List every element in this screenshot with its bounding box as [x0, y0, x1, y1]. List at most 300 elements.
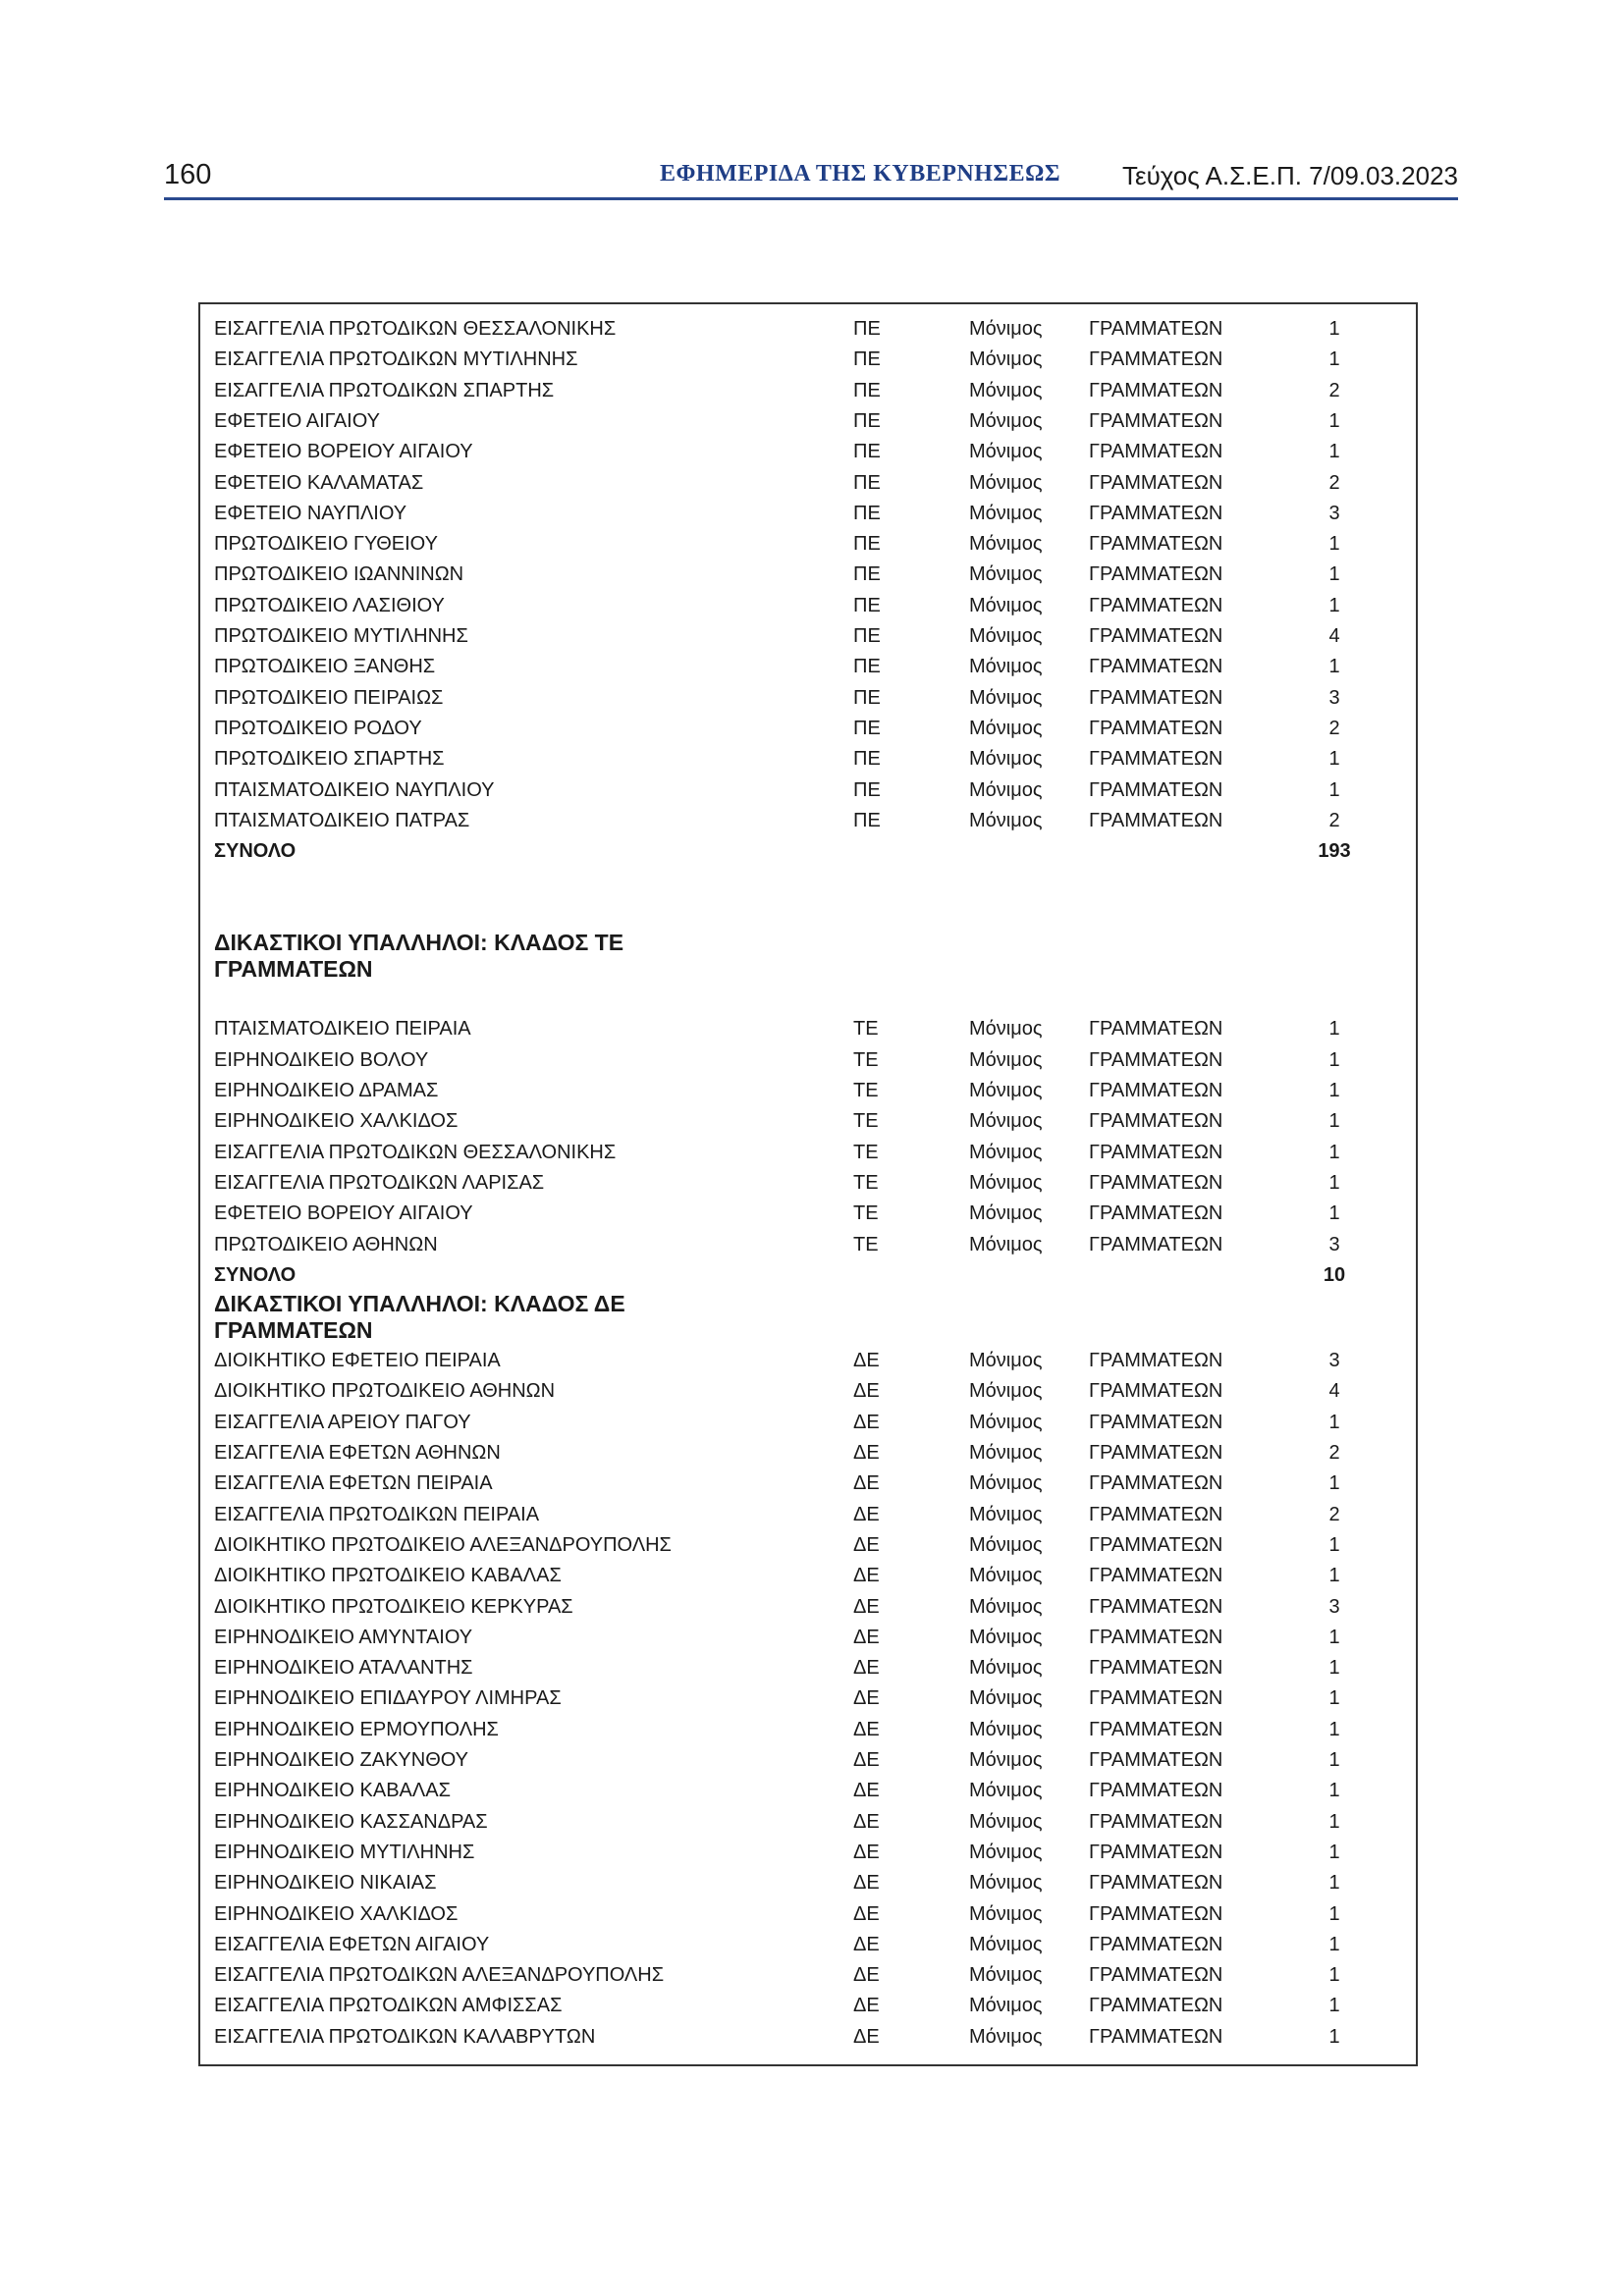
employment-type: Μόνιμος: [969, 1995, 1043, 2017]
category-cell: ΔΕ: [853, 1350, 880, 1372]
branch-cell: ΓΡΑΜΜΑΤΕΩΝ: [1089, 2025, 1223, 2048]
positions-count: 1: [1328, 1202, 1340, 1225]
table-row: [200, 1168, 1416, 1199]
positions-table: [198, 302, 1418, 2066]
table-row: [200, 1230, 1416, 1260]
total-count: 10: [1323, 1263, 1346, 1286]
category-cell: ΔΕ: [853, 1533, 880, 1556]
branch-cell: ΓΡΑΜΜΑΤΕΩΝ: [1089, 594, 1223, 616]
table-row: [200, 529, 1416, 560]
category-cell: ΠΕ: [853, 471, 881, 494]
employment-type: Μόνιμος: [969, 2025, 1043, 2048]
employment-type: Μόνιμος: [969, 1964, 1043, 1987]
table-row: [200, 499, 1416, 529]
positions-count: 1: [1328, 1565, 1340, 1587]
positions-count: 1: [1328, 1080, 1340, 1101]
branch-cell: ΓΡΑΜΜΑΤΕΩΝ: [1089, 441, 1223, 463]
positions-count: 1: [1328, 1749, 1340, 1771]
category-cell: ΔΕ: [853, 1595, 880, 1618]
employment-type: Μόνιμος: [969, 1233, 1043, 1255]
employment-type: Μόνιμος: [969, 1141, 1043, 1163]
table-row: [200, 1076, 1416, 1106]
branch-cell: ΓΡΑΜΜΑΤΕΩΝ: [1089, 1202, 1223, 1225]
court-name: ΔΙΟΙΚΗΤΙΚΟ ΕΦΕΤΕΙΟ ΠΕΙΡΑΙΑ: [214, 1350, 501, 1372]
branch-cell: ΓΡΑΜΜΑΤΕΩΝ: [1089, 1048, 1223, 1071]
employment-type: Μόνιμος: [969, 1171, 1043, 1194]
category-cell: ΤΕ: [853, 1171, 879, 1194]
branch-cell: ΓΡΑΜΜΑΤΕΩΝ: [1089, 1110, 1223, 1133]
header-rule: [164, 197, 1458, 200]
employment-type: Μόνιμος: [969, 1503, 1043, 1525]
employment-type: Μόνιμος: [969, 1657, 1043, 1680]
category-cell: ΔΕ: [853, 1933, 880, 1955]
branch-cell: ΓΡΑΜΜΑΤΕΩΝ: [1089, 348, 1223, 371]
positions-count: 1: [1328, 1841, 1340, 1863]
employment-type: Μόνιμος: [969, 379, 1043, 401]
category-cell: ΠΕ: [853, 656, 881, 678]
category-cell: ΔΕ: [853, 1503, 880, 1525]
positions-count: 1: [1328, 1657, 1340, 1680]
employment-type: Μόνιμος: [969, 1018, 1043, 1041]
section-title: ΔΙΚΑΣΤΙΚΟΙ ΥΠΑΛΛΗΛΟΙ: ΚΛΑΔΟΣ ΤΕ ΓΡΑΜΜΑΤΕΩΝ: [214, 930, 624, 983]
table-row: [200, 345, 1416, 375]
branch-cell: ΓΡΑΜΜΑΤΕΩΝ: [1089, 1687, 1223, 1710]
employment-type: Μόνιμος: [969, 1749, 1043, 1771]
table-row: [200, 1653, 1416, 1683]
category-cell: ΔΕ: [853, 1657, 880, 1680]
employment-type: Μόνιμος: [969, 1442, 1043, 1464]
category-cell: ΤΕ: [853, 1202, 879, 1225]
branch-cell: ΓΡΑΜΜΑΤΕΩΝ: [1089, 1442, 1223, 1464]
employment-type: Μόνιμος: [969, 1533, 1043, 1556]
table-row: [200, 560, 1416, 590]
branch-cell: ΓΡΑΜΜΑΤΕΩΝ: [1089, 379, 1223, 401]
court-name: ΕΙΣΑΓΓΕΛΙΑ ΠΡΩΤΟΔΙΚΩΝ ΛΑΡΙΣΑΣ: [214, 1171, 545, 1194]
employment-type: Μόνιμος: [969, 1626, 1043, 1648]
table-row: [200, 1623, 1416, 1653]
positions-count: 1: [1328, 1995, 1340, 2017]
category-cell: ΠΕ: [853, 563, 881, 586]
court-name: ΕΙΡΗΝΟΔΙΚΕΙΟ ΕΠΙΔΑΥΡΟΥ ΛΙΜΗΡΑΣ: [214, 1687, 562, 1710]
employment-type: Μόνιμος: [969, 1933, 1043, 1955]
court-name: ΠΡΩΤΟΔΙΚΕΙΟ ΓΥΘΕΙΟΥ: [214, 533, 438, 556]
court-name: ΠΡΩΤΟΔΙΚΕΙΟ ΙΩΑΝΝΙΝΩΝ: [214, 563, 464, 586]
table-row: [200, 1745, 1416, 1776]
row-label: ΣΥΝΟΛΟ: [214, 1263, 297, 1286]
branch-cell: ΓΡΑΜΜΑΤΕΩΝ: [1089, 1565, 1223, 1587]
positions-count: 2: [1328, 717, 1340, 739]
employment-type: Μόνιμος: [969, 502, 1043, 524]
court-name: ΠΡΩΤΟΔΙΚΕΙΟ ΣΠΑΡΤΗΣ: [214, 748, 445, 771]
table-row: [200, 1807, 1416, 1838]
employment-type: Μόνιμος: [969, 533, 1043, 556]
positions-count: 1: [1328, 2025, 1340, 2048]
employment-type: Μόνιμος: [969, 625, 1043, 647]
court-name: ΕΙΡΗΝΟΔΙΚΕΙΟ ΚΑΣΣΑΝΔΡΑΣ: [214, 1810, 488, 1833]
court-name: ΕΦΕΤΕΙΟ ΒΟΡΕΙΟΥ ΑΙΓΑΙΟΥ: [214, 1202, 473, 1225]
table-row: [200, 1930, 1416, 1960]
positions-count: 4: [1328, 1380, 1340, 1403]
branch-cell: ΓΡΑΜΜΑΤΕΩΝ: [1089, 502, 1223, 524]
category-cell: ΔΕ: [853, 1411, 880, 1433]
category-cell: ΠΕ: [853, 686, 881, 709]
category-cell: ΔΕ: [853, 1841, 880, 1863]
positions-count: 3: [1328, 1233, 1340, 1255]
court-name: ΕΙΣΑΓΓΕΛΙΑ ΠΡΩΤΟΔΙΚΩΝ ΑΜΦΙΣΣΑΣ: [214, 1995, 563, 2017]
branch-cell: ΓΡΑΜΜΑΤΕΩΝ: [1089, 1780, 1223, 1802]
court-name: ΕΦΕΤΕΙΟ ΝΑΥΠΛΙΟΥ: [214, 502, 407, 524]
branch-cell: ΓΡΑΜΜΑΤΕΩΝ: [1089, 1080, 1223, 1101]
category-cell: ΔΕ: [853, 2025, 880, 2048]
table-row: [200, 1991, 1416, 2021]
category-cell: ΠΕ: [853, 717, 881, 739]
category-cell: ΔΕ: [853, 1565, 880, 1587]
court-name: ΕΦΕΤΕΙΟ ΒΟΡΕΙΟΥ ΑΙΓΑΙΟΥ: [214, 441, 473, 463]
branch-cell: ΓΡΑΜΜΑΤΕΩΝ: [1089, 1380, 1223, 1403]
employment-type: Μόνιμος: [969, 1902, 1043, 1925]
branch-cell: ΓΡΑΜΜΑΤΕΩΝ: [1089, 1350, 1223, 1372]
positions-count: 1: [1328, 1626, 1340, 1648]
table-row: [200, 714, 1416, 744]
branch-cell: ΓΡΑΜΜΑΤΕΩΝ: [1089, 1626, 1223, 1648]
employment-type: Μόνιμος: [969, 656, 1043, 678]
branch-cell: ΓΡΑΜΜΑΤΕΩΝ: [1089, 778, 1223, 801]
category-cell: ΠΕ: [853, 594, 881, 616]
positions-count: 1: [1328, 1718, 1340, 1740]
branch-cell: ΓΡΑΜΜΑΤΕΩΝ: [1089, 1749, 1223, 1771]
table-row: [200, 806, 1416, 836]
employment-type: Μόνιμος: [969, 318, 1043, 340]
court-name: ΕΙΣΑΓΓΕΛΙΑ ΠΡΩΤΟΔΙΚΩΝ ΘΕΣΣΑΛΟΝΙΚΗΣ: [214, 1141, 617, 1163]
court-name: ΕΙΡΗΝΟΔΙΚΕΙΟ ΑΜΥΝΤΑΙΟΥ: [214, 1626, 473, 1648]
court-name: ΕΙΡΗΝΟΔΙΚΕΙΟ ΧΑΛΚΙΔΟΣ: [214, 1902, 459, 1925]
branch-cell: ΓΡΑΜΜΑΤΕΩΝ: [1089, 1657, 1223, 1680]
employment-type: Μόνιμος: [969, 1350, 1043, 1372]
branch-cell: ΓΡΑΜΜΑΤΕΩΝ: [1089, 1718, 1223, 1740]
table-row: [200, 468, 1416, 499]
positions-count: 1: [1328, 563, 1340, 586]
court-name: ΕΙΡΗΝΟΔΙΚΕΙΟ ΜΥΤΙΛΗΝΗΣ: [214, 1841, 475, 1863]
table-row: [200, 1376, 1416, 1407]
employment-type: Μόνιμος: [969, 1380, 1043, 1403]
employment-type: Μόνιμος: [969, 1780, 1043, 1802]
branch-cell: ΓΡΑΜΜΑΤΕΩΝ: [1089, 1902, 1223, 1925]
branch-cell: ΓΡΑΜΜΑΤΕΩΝ: [1089, 717, 1223, 739]
employment-type: Μόνιμος: [969, 809, 1043, 831]
table-body: [200, 304, 1416, 2064]
employment-type: Μόνιμος: [969, 441, 1043, 463]
category-cell: ΤΕ: [853, 1141, 879, 1163]
table-row: [200, 1408, 1416, 1438]
page-header: [164, 157, 1458, 198]
positions-count: 1: [1328, 1933, 1340, 1955]
court-name: ΠΡΩΤΟΔΙΚΕΙΟ ΜΥΤΙΛΗΝΗΣ: [214, 625, 468, 647]
employment-type: Μόνιμος: [969, 778, 1043, 801]
category-cell: ΠΕ: [853, 318, 881, 340]
category-cell: ΠΕ: [853, 778, 881, 801]
positions-count: 3: [1328, 1350, 1340, 1372]
positions-count: 1: [1328, 1810, 1340, 1833]
court-name: ΠΡΩΤΟΔΙΚΕΙΟ ΛΑΣΙΘΙΟΥ: [214, 594, 445, 616]
employment-type: Μόνιμος: [969, 471, 1043, 494]
total-row: [200, 1260, 1416, 1291]
positions-count: 1: [1328, 1533, 1340, 1556]
table-row: [200, 1106, 1416, 1137]
positions-count: 2: [1328, 1442, 1340, 1464]
positions-count: 1: [1328, 1018, 1340, 1041]
employment-type: Μόνιμος: [969, 1718, 1043, 1740]
category-cell: ΠΕ: [853, 533, 881, 556]
court-name: ΕΙΡΗΝΟΔΙΚΕΙΟ ΚΑΒΑΛΑΣ: [214, 1780, 451, 1802]
table-row: [200, 1899, 1416, 1930]
category-cell: ΠΕ: [853, 809, 881, 831]
table-row: [200, 437, 1416, 467]
employment-type: Μόνιμος: [969, 409, 1043, 432]
court-name: ΠΡΩΤΟΔΙΚΕΙΟ ΞΑΝΘΗΣ: [214, 656, 436, 678]
table-row: [200, 1715, 1416, 1745]
table-row: [200, 2022, 1416, 2053]
employment-type: Μόνιμος: [969, 1872, 1043, 1895]
branch-cell: ΓΡΑΜΜΑΤΕΩΝ: [1089, 625, 1223, 647]
positions-count: 2: [1328, 471, 1340, 494]
table-row: [200, 1138, 1416, 1168]
category-cell: ΔΕ: [853, 1442, 880, 1464]
court-name: ΕΙΡΗΝΟΔΙΚΕΙΟ ΝΙΚΑΙΑΣ: [214, 1872, 437, 1895]
positions-count: 1: [1328, 778, 1340, 801]
court-name: ΕΙΡΗΝΟΔΙΚΕΙΟ ΖΑΚΥΝΘΟΥ: [214, 1749, 469, 1771]
table-row: [200, 683, 1416, 714]
branch-cell: ΓΡΑΜΜΑΤΕΩΝ: [1089, 1503, 1223, 1525]
category-cell: ΤΕ: [853, 1018, 879, 1041]
employment-type: Μόνιμος: [969, 563, 1043, 586]
positions-count: 1: [1328, 656, 1340, 678]
branch-cell: ΓΡΑΜΜΑΤΕΩΝ: [1089, 1472, 1223, 1495]
positions-count: 1: [1328, 1411, 1340, 1433]
branch-cell: ΓΡΑΜΜΑΤΕΩΝ: [1089, 318, 1223, 340]
court-name: ΠΡΩΤΟΔΙΚΕΙΟ ΠΕΙΡΑΙΩΣ: [214, 686, 444, 709]
category-cell: ΔΕ: [853, 1626, 880, 1648]
table-row: [200, 1438, 1416, 1468]
positions-count: 1: [1328, 1872, 1340, 1895]
positions-count: 1: [1328, 441, 1340, 463]
table-row: [200, 744, 1416, 774]
positions-count: 1: [1328, 1964, 1340, 1987]
court-name: ΕΙΡΗΝΟΔΙΚΕΙΟ ΔΡΑΜΑΣ: [214, 1080, 439, 1101]
positions-count: 1: [1328, 1902, 1340, 1925]
category-cell: ΠΕ: [853, 348, 881, 371]
court-name: ΕΙΣΑΓΓΕΛΙΑ ΕΦΕΤΩΝ ΑΙΓΑΙΟΥ: [214, 1933, 490, 1955]
table-row: [200, 1960, 1416, 1991]
positions-count: 3: [1328, 686, 1340, 709]
category-cell: ΔΕ: [853, 1749, 880, 1771]
category-cell: ΔΕ: [853, 1687, 880, 1710]
publication-title: ΕΦΗΜΕΡΙΔΑ ΤΗΣ ΚΥΒΕΡΝΗΣΕΩΣ: [660, 161, 1061, 187]
positions-count: 2: [1328, 809, 1340, 831]
employment-type: Μόνιμος: [969, 1202, 1043, 1225]
category-cell: ΠΕ: [853, 409, 881, 432]
positions-count: 3: [1328, 502, 1340, 524]
employment-type: Μόνιμος: [969, 1687, 1043, 1710]
category-cell: ΠΕ: [853, 379, 881, 401]
branch-cell: ΓΡΑΜΜΑΤΕΩΝ: [1089, 563, 1223, 586]
positions-count: 1: [1328, 748, 1340, 771]
table-row: [200, 314, 1416, 345]
page-number: 160: [164, 159, 212, 190]
category-cell: ΤΕ: [853, 1233, 879, 1255]
court-name: ΕΙΣΑΓΓΕΛΙΑ ΠΡΩΤΟΔΙΚΩΝ ΘΕΣΣΑΛΟΝΙΚΗΣ: [214, 318, 617, 340]
category-cell: ΤΕ: [853, 1080, 879, 1101]
court-name: ΠΡΩΤΟΔΙΚΕΙΟ ΑΘΗΝΩΝ: [214, 1233, 438, 1255]
table-row: [200, 1500, 1416, 1530]
category-cell: ΔΕ: [853, 1780, 880, 1802]
positions-count: 1: [1328, 1472, 1340, 1495]
employment-type: Μόνιμος: [969, 348, 1043, 371]
category-cell: ΤΕ: [853, 1048, 879, 1071]
branch-cell: ΓΡΑΜΜΑΤΕΩΝ: [1089, 1595, 1223, 1618]
branch-cell: ΓΡΑΜΜΑΤΕΩΝ: [1089, 1018, 1223, 1041]
positions-count: 1: [1328, 594, 1340, 616]
table-row: [200, 1592, 1416, 1623]
branch-cell: ΓΡΑΜΜΑΤΕΩΝ: [1089, 686, 1223, 709]
positions-count: 1: [1328, 348, 1340, 371]
court-name: ΔΙΟΙΚΗΤΙΚΟ ΠΡΩΤΟΔΙΚΕΙΟ ΚΕΡΚΥΡΑΣ: [214, 1595, 573, 1618]
table-row: [200, 775, 1416, 806]
category-cell: ΔΕ: [853, 1472, 880, 1495]
table-row: [200, 652, 1416, 682]
branch-cell: ΓΡΑΜΜΑΤΕΩΝ: [1089, 1995, 1223, 2017]
table-row: [200, 1346, 1416, 1376]
table-row: [200, 1683, 1416, 1714]
table-row: [200, 406, 1416, 437]
category-cell: ΔΕ: [853, 1902, 880, 1925]
employment-type: Μόνιμος: [969, 1595, 1043, 1618]
court-name: ΕΙΣΑΓΓΕΛΙΑ ΠΡΩΤΟΔΙΚΩΝ ΠΕΙΡΑΙΑ: [214, 1503, 540, 1525]
court-name: ΠΡΩΤΟΔΙΚΕΙΟ ΡΟΔΟΥ: [214, 717, 422, 739]
court-name: ΠΤΑΙΣΜΑΤΟΔΙΚΕΙΟ ΠΕΙΡΑΙΑ: [214, 1018, 471, 1041]
branch-cell: ΓΡΑΜΜΑΤΕΩΝ: [1089, 656, 1223, 678]
category-cell: ΔΕ: [853, 1380, 880, 1403]
positions-count: 1: [1328, 1110, 1340, 1133]
table-row: [200, 1468, 1416, 1499]
court-name: ΠΤΑΙΣΜΑΤΟΔΙΚΕΙΟ ΝΑΥΠΛΙΟΥ: [214, 778, 495, 801]
court-name: ΕΙΣΑΓΓΕΛΙΑ ΑΡΕΙΟΥ ΠΑΓΟΥ: [214, 1411, 471, 1433]
court-name: ΕΙΡΗΝΟΔΙΚΕΙΟ ΒΟΛΟΥ: [214, 1048, 429, 1071]
table-row: [200, 591, 1416, 621]
branch-cell: ΓΡΑΜΜΑΤΕΩΝ: [1089, 1411, 1223, 1433]
table-row: [200, 1014, 1416, 1044]
positions-count: 1: [1328, 1687, 1340, 1710]
category-cell: ΠΕ: [853, 748, 881, 771]
table-row: [200, 1530, 1416, 1561]
branch-cell: ΓΡΑΜΜΑΤΕΩΝ: [1089, 1533, 1223, 1556]
positions-count: 1: [1328, 1171, 1340, 1194]
employment-type: Μόνιμος: [969, 594, 1043, 616]
table-row: [200, 1838, 1416, 1868]
branch-cell: ΓΡΑΜΜΑΤΕΩΝ: [1089, 409, 1223, 432]
employment-type: Μόνιμος: [969, 1110, 1043, 1133]
category-cell: ΤΕ: [853, 1110, 879, 1133]
court-name: ΕΙΡΗΝΟΔΙΚΕΙΟ ΧΑΛΚΙΔΟΣ: [214, 1110, 459, 1133]
court-name: ΔΙΟΙΚΗΤΙΚΟ ΠΡΩΤΟΔΙΚΕΙΟ ΑΛΕΞΑΝΔΡΟΥΠΟΛΗΣ: [214, 1533, 672, 1556]
category-cell: ΔΕ: [853, 1872, 880, 1895]
employment-type: Μόνιμος: [969, 1048, 1043, 1071]
section-title: ΔΙΚΑΣΤΙΚΟΙ ΥΠΑΛΛΗΛΟΙ: ΚΛΑΔΟΣ ΔΕ ΓΡΑΜΜΑΤΕΩΝ: [214, 1291, 625, 1344]
branch-cell: ΓΡΑΜΜΑΤΕΩΝ: [1089, 1810, 1223, 1833]
court-name: ΕΦΕΤΕΙΟ ΚΑΛΑΜΑΤΑΣ: [214, 471, 424, 494]
employment-type: Μόνιμος: [969, 717, 1043, 739]
employment-type: Μόνιμος: [969, 1411, 1043, 1433]
court-name: ΕΙΣΑΓΓΕΛΙΑ ΕΦΕΤΩΝ ΠΕΙΡΑΙΑ: [214, 1472, 493, 1495]
court-name: ΕΦΕΤΕΙΟ ΑΙΓΑΙΟΥ: [214, 409, 380, 432]
branch-cell: ΓΡΑΜΜΑΤΕΩΝ: [1089, 1964, 1223, 1987]
total-row: [200, 836, 1416, 867]
branch-cell: ΓΡΑΜΜΑΤΕΩΝ: [1089, 1933, 1223, 1955]
court-name: ΠΤΑΙΣΜΑΤΟΔΙΚΕΙΟ ΠΑΤΡΑΣ: [214, 809, 470, 831]
employment-type: Μόνιμος: [969, 1472, 1043, 1495]
category-cell: ΔΕ: [853, 1718, 880, 1740]
branch-cell: ΓΡΑΜΜΑΤΕΩΝ: [1089, 1233, 1223, 1255]
category-cell: ΠΕ: [853, 502, 881, 524]
positions-count: 1: [1328, 533, 1340, 556]
category-cell: ΠΕ: [853, 441, 881, 463]
court-name: ΕΙΣΑΓΓΕΛΙΑ ΠΡΩΤΟΔΙΚΩΝ ΑΛΕΞΑΝΔΡΟΥΠΟΛΗΣ: [214, 1964, 665, 1987]
court-name: ΕΙΡΗΝΟΔΙΚΕΙΟ ΑΤΑΛΑΝΤΗΣ: [214, 1657, 473, 1680]
category-cell: ΔΕ: [853, 1810, 880, 1833]
branch-cell: ΓΡΑΜΜΑΤΕΩΝ: [1089, 1171, 1223, 1194]
court-name: ΕΙΣΑΓΓΕΛΙΑ ΠΡΩΤΟΔΙΚΩΝ ΣΠΑΡΤΗΣ: [214, 379, 555, 401]
table-row: [200, 1561, 1416, 1591]
positions-count: 2: [1328, 1503, 1340, 1525]
employment-type: Μόνιμος: [969, 1841, 1043, 1863]
court-name: ΔΙΟΙΚΗΤΙΚΟ ΠΡΩΤΟΔΙΚΕΙΟ ΚΑΒΑΛΑΣ: [214, 1565, 562, 1587]
employment-type: Μόνιμος: [969, 1080, 1043, 1101]
table-row: [200, 1868, 1416, 1898]
positions-count: 1: [1328, 1048, 1340, 1071]
table-row: [200, 621, 1416, 652]
court-name: ΔΙΟΙΚΗΤΙΚΟ ΠΡΩΤΟΔΙΚΕΙΟ ΑΘΗΝΩΝ: [214, 1380, 556, 1403]
branch-cell: ΓΡΑΜΜΑΤΕΩΝ: [1089, 471, 1223, 494]
positions-count: 1: [1328, 318, 1340, 340]
table-row: [200, 1199, 1416, 1229]
employment-type: Μόνιμος: [969, 748, 1043, 771]
total-count: 193: [1318, 840, 1351, 863]
court-name: ΕΙΣΑΓΓΕΛΙΑ ΠΡΩΤΟΔΙΚΩΝ ΜΥΤΙΛΗΝΗΣ: [214, 348, 578, 371]
table-row: [200, 1776, 1416, 1806]
positions-count: 3: [1328, 1595, 1340, 1618]
positions-count: 2: [1328, 379, 1340, 401]
positions-count: 4: [1328, 625, 1340, 647]
row-label: ΣΥΝΟΛΟ: [214, 840, 297, 863]
category-cell: ΔΕ: [853, 1964, 880, 1987]
category-cell: ΔΕ: [853, 1995, 880, 2017]
category-cell: ΠΕ: [853, 625, 881, 647]
branch-cell: ΓΡΑΜΜΑΤΕΩΝ: [1089, 533, 1223, 556]
branch-cell: ΓΡΑΜΜΑΤΕΩΝ: [1089, 748, 1223, 771]
branch-cell: ΓΡΑΜΜΑΤΕΩΝ: [1089, 1841, 1223, 1863]
court-name: ΕΙΡΗΝΟΔΙΚΕΙΟ ΕΡΜΟΥΠΟΛΗΣ: [214, 1718, 499, 1740]
branch-cell: ΓΡΑΜΜΑΤΕΩΝ: [1089, 1872, 1223, 1895]
branch-cell: ΓΡΑΜΜΑΤΕΩΝ: [1089, 1141, 1223, 1163]
table-row: [200, 376, 1416, 406]
positions-count: 1: [1328, 409, 1340, 432]
issue-reference: Τεύχος Α.Σ.Ε.Π. 7/09.03.2023: [1121, 161, 1458, 190]
employment-type: Μόνιμος: [969, 1565, 1043, 1587]
positions-count: 1: [1328, 1141, 1340, 1163]
court-name: ΕΙΣΑΓΓΕΛΙΑ ΕΦΕΤΩΝ ΑΘΗΝΩΝ: [214, 1442, 501, 1464]
employment-type: Μόνιμος: [969, 686, 1043, 709]
employment-type: Μόνιμος: [969, 1810, 1043, 1833]
table-row: [200, 1045, 1416, 1076]
